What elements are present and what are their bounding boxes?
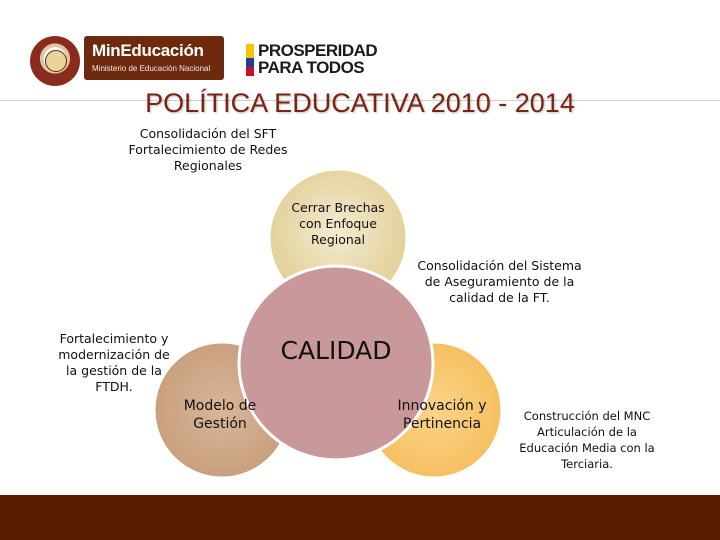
annotation-right-top: Consolidación del Sistema de Aseguramiento de la calidad de la FT.: [417, 258, 582, 305]
annotation-left: Fortalecimiento y modernización de la gestión de la FTDH.: [58, 331, 170, 394]
top-circle-label: Cerrar Brechas con Enfoque Regional: [291, 200, 385, 247]
annotation-bottom-right: Construcción del MNC Articulación de la Educación Media con la Terciaria.: [519, 409, 655, 471]
right-circle-label: Innovación y Pertinencia: [397, 398, 487, 432]
footer-bar: [0, 495, 720, 540]
ministry-subtitle: Ministerio de Educación Nacional: [92, 64, 211, 73]
left-circle-label: Modelo de Gestión: [183, 398, 257, 432]
annotation-top-left: Consolidación del SFT Fortalecimiento de Redes Regionales: [128, 126, 288, 173]
page-title: POLÍTICA EDUCATIVA 2010 - 2014: [145, 88, 575, 118]
center-label: CALIDAD: [280, 336, 392, 365]
slogan-line-2: PARA TODOS: [258, 58, 365, 77]
ministry-brand: MinEducación: [92, 41, 204, 60]
slogan-line-1: PROSPERIDAD: [258, 41, 378, 60]
